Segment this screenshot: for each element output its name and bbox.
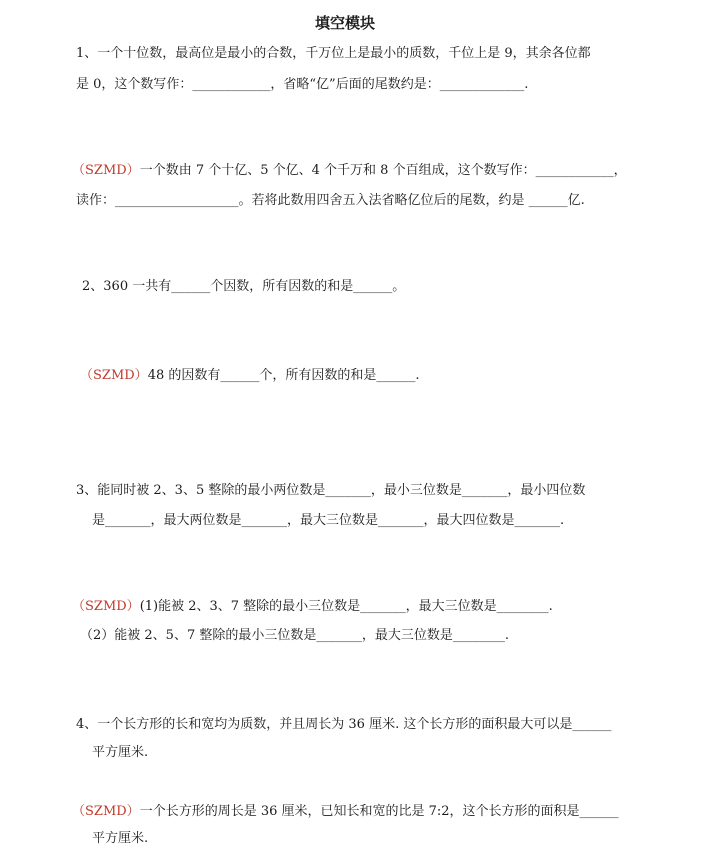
question-4-line-1 [76,716,611,734]
line-text: 是_______，最大两位数是_______，最大三位数是_______，最大四位数是_______. [92,513,565,528]
line-text: (1)能被 2、3、7 整除的最小三位数是_______，最大三位数是________. [139,599,553,614]
variant-2-line-1 [80,367,420,385]
line-text: 4、一个长方形的长和宽均为质数，并且周长为 36 厘米. 这个长方形的面积最大可以是______ [76,717,612,732]
question-3-line-2 [92,512,564,530]
question-1-line-1 [76,45,591,63]
variant-1-line-1 [72,162,627,180]
line-text: 3、能同时被 2、3、5 整除的最小两位数是_______，最小三位数是_______，最小四位数 [76,483,586,498]
line-text: 48 的因数有______个，所有因数的和是______. [147,368,420,383]
question-3-line-1 [76,482,585,500]
line-text: 2、360 一共有______个因数，所有因数的和是______。 [82,279,406,294]
szmd-tag: （SZMD） [80,368,148,383]
szmd-tag: （SZMD） [72,804,140,819]
variant-4-line-1 [72,803,619,821]
question-2-line-1 [82,278,405,296]
variant-1-line-2 [76,192,585,210]
line-text: （2）能被 2、5、7 整除的最小三位数是_______，最大三位数是________. [80,628,509,643]
variant-3-line-2 [80,627,509,645]
variant-3-line-1 [72,598,553,616]
line-text: 一个长方形的周长是 36 厘米，已知长和宽的比是 7:2，这个长方形的面积是______ [139,804,619,819]
szmd-tag: （SZMD） [72,163,140,178]
question-4-line-2 [92,744,148,762]
szmd-tag: （SZMD） [72,599,140,614]
line-text: 读作：___________________。若将此数用四舍五入法省略亿位后的尾数，约是 ______亿. [76,193,585,208]
question-1-line-2 [76,76,528,94]
line-text: 平方厘米. [92,745,149,760]
page-title: 填空模块 [314,14,375,32]
variant-4-line-2 [92,830,148,848]
line-text: 平方厘米. [92,831,149,846]
line-text: 1、一个十位数，最高位是最小的合数，千万位上是最小的质数，千位上是 9，其余各位都 [76,46,591,61]
line-text: 是 0，这个数写作：____________，省略“亿”后面的尾数约是：_____________. [76,77,529,92]
line-text: 一个数由 7 个十亿、5 个亿、4 个千万和 8 个百组成，这个数写作：____________， [139,163,627,178]
